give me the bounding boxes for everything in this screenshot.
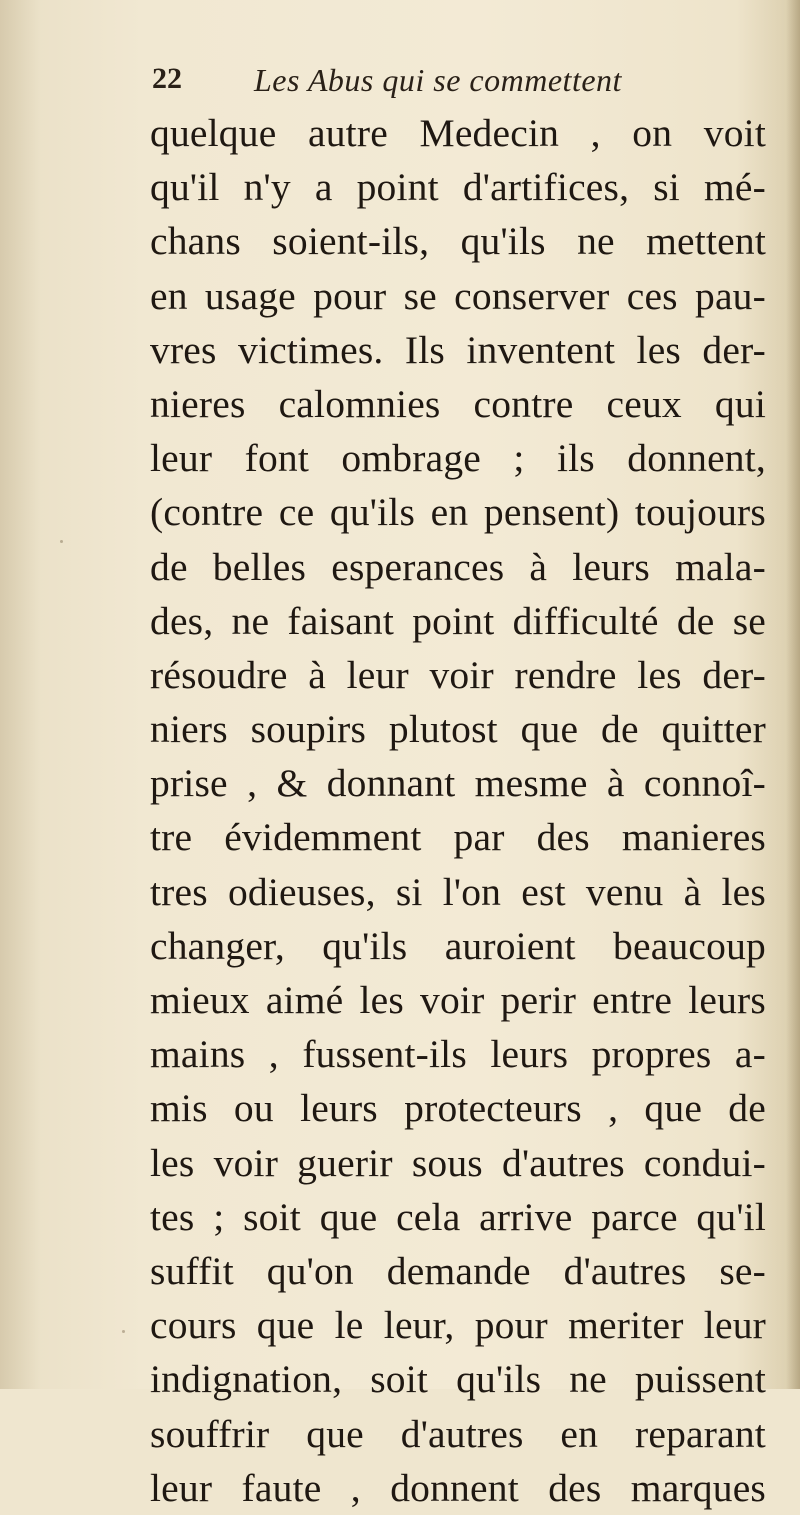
text-line: mieux aimé les voir perir entre leurs	[150, 978, 766, 1022]
text-line: (contre ce qu'ils en pensent) toujours	[150, 490, 766, 535]
paper-speck	[60, 540, 63, 543]
text-line: de belles esperances à leurs mala-	[150, 544, 766, 589]
text-line: mis ou leurs protecteurs , que de	[150, 1086, 766, 1131]
text-line: niers soupirs plutost que de quitter	[150, 707, 766, 752]
text-line: prise , & donnant mesme à connoî-	[150, 761, 766, 806]
text-line: tres odieuses, si l'on est venu à les	[150, 869, 766, 914]
text-line: résoudre à leur voir rendre les der-	[150, 652, 766, 697]
text-line: leur font ombrage ; ils donnent,	[150, 436, 766, 481]
text-line: chans soient-ils, qu'ils ne mettent	[150, 219, 766, 264]
text-line: changer, qu'ils auroient beaucoup	[150, 923, 766, 968]
text-line: souffrir que d'autres en reparant	[150, 1411, 766, 1456]
text-line: suffit qu'on demande d'autres se-	[150, 1248, 766, 1293]
text-line: cours que le leur, pour meriter leur	[150, 1303, 766, 1348]
body-text	[150, 106, 766, 1515]
gutter-shadow	[0, 0, 40, 1389]
text-line: indignation, soit qu'ils ne puissent	[150, 1357, 766, 1402]
text-line: tes ; soit que cela arrive parce qu'il	[150, 1194, 766, 1239]
text-line: leur faute , donnent des marques	[150, 1465, 766, 1510]
text-line: quelque autre Medecin , on voit	[150, 111, 766, 155]
text-line: tre évidemment par des manieres	[150, 815, 766, 860]
text-line: les voir guerir sous d'autres condui-	[150, 1140, 766, 1185]
text-line: mains , fussent-ils leurs propres a-	[150, 1032, 766, 1077]
text-line: nieres calomnies contre ceux qui	[150, 381, 766, 426]
running-head	[152, 62, 762, 102]
text-line: des, ne faisant point difficulté de se	[150, 598, 766, 643]
paper-speck	[122, 1330, 125, 1333]
page-number: 22	[152, 62, 182, 95]
text-line: qu'il n'y a point d'artifices, si mé-	[150, 165, 766, 210]
text-line: en usage pour se conserver ces pau-	[150, 273, 766, 318]
running-title: Les Abus qui se commettent	[254, 62, 622, 98]
page-edge	[786, 0, 800, 1389]
text-line: vres victimes. Ils inventent les der-	[150, 327, 766, 372]
